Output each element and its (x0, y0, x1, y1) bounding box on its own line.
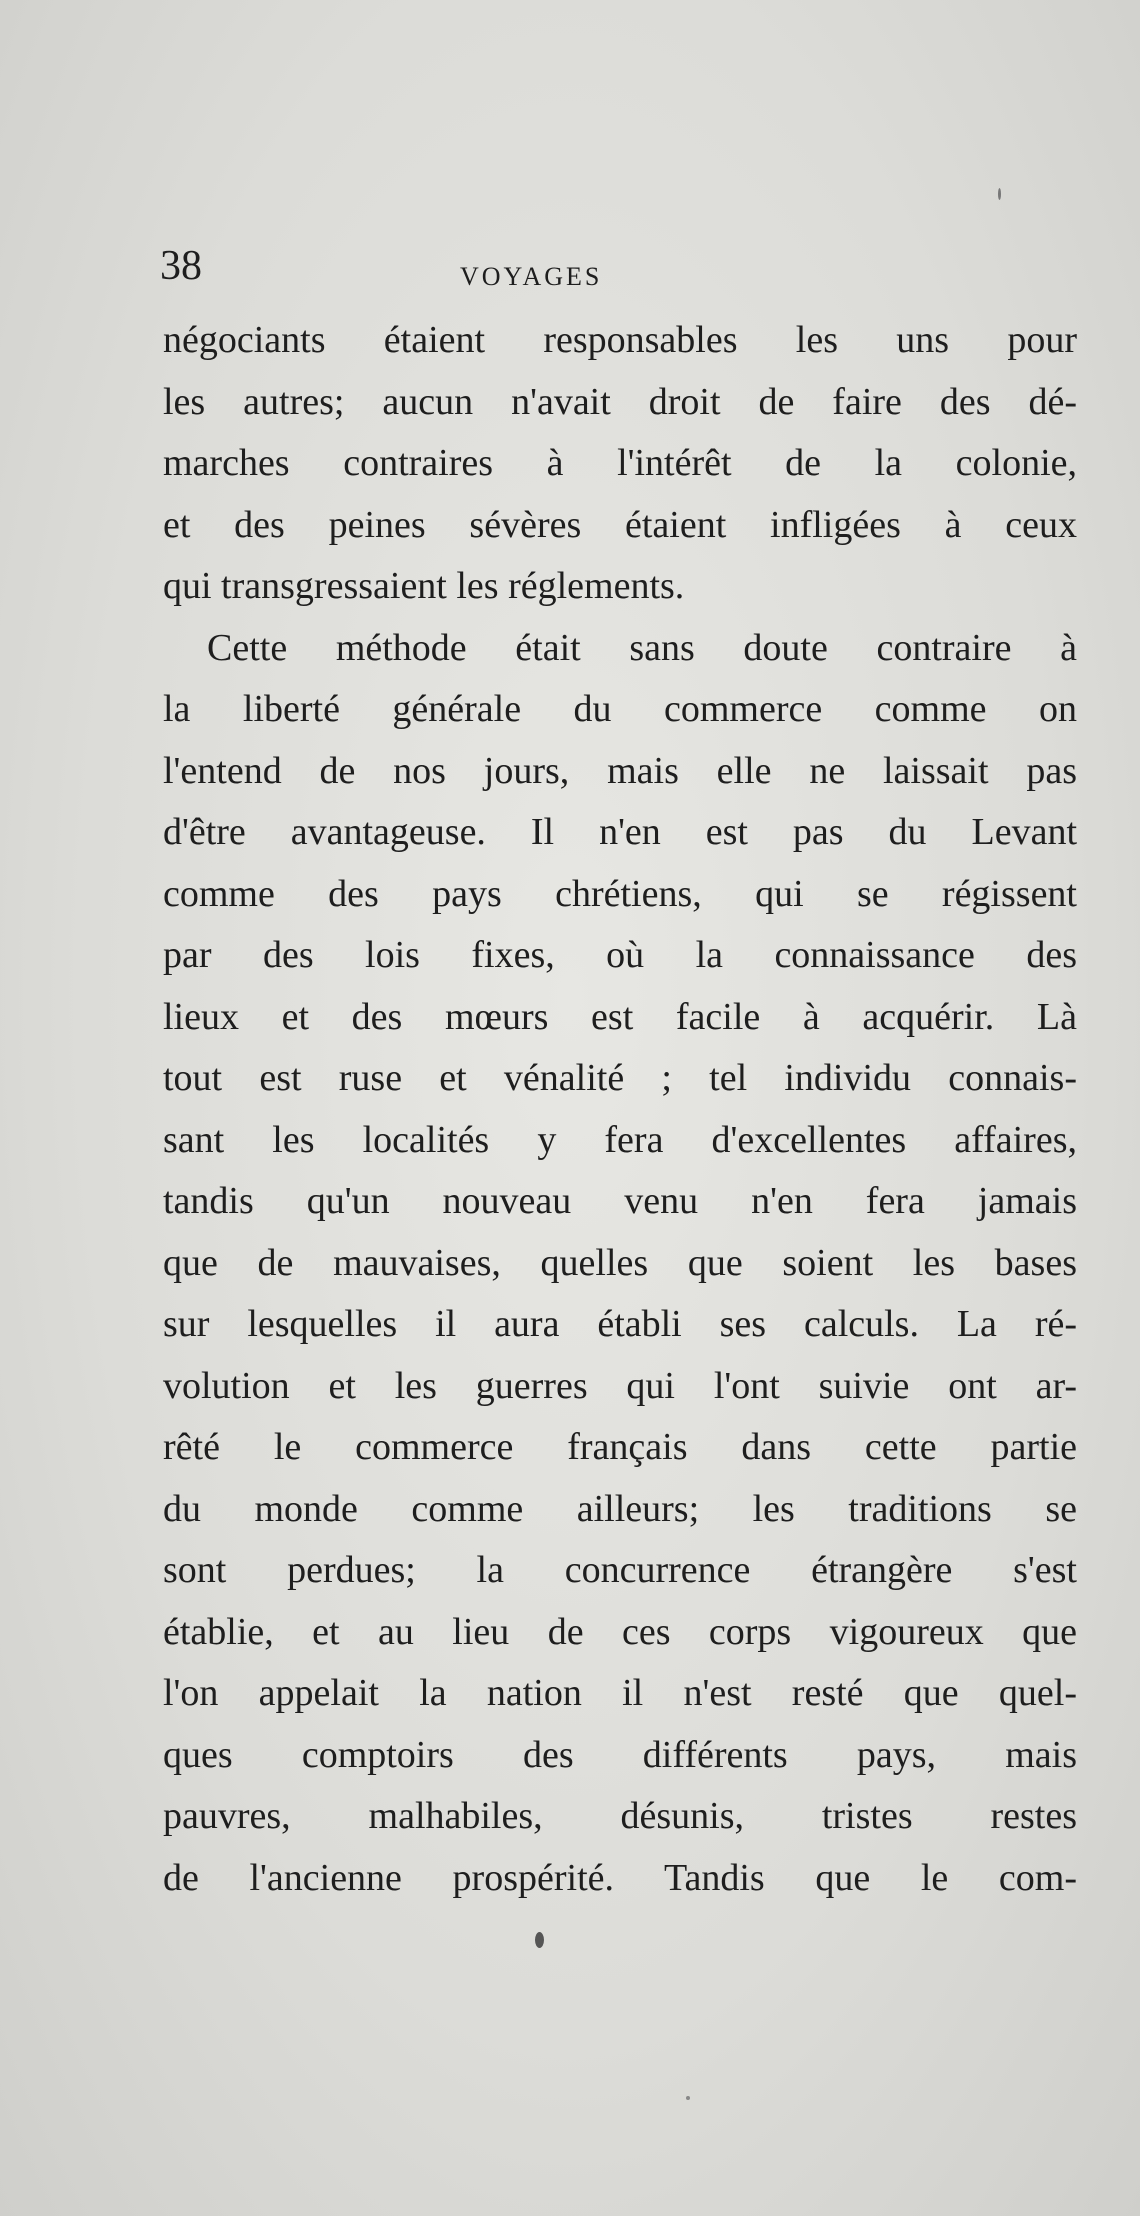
text-line: ques comptoirs des différents pays, mais (163, 1733, 1077, 1776)
text-line: tout est ruse et vénalité ; tel individu connais- (163, 1057, 1077, 1099)
text-line: l'entend de nos jours, mais elle ne laissait pas (163, 749, 1077, 792)
text-line: marches contraires à l'intérêt de la colonie, (163, 442, 1077, 484)
running-head: VOYAGES (460, 262, 603, 291)
body-text (163, 310, 1077, 1909)
text-line: comme des pays chrétiens, qui se régissent (163, 872, 1077, 915)
text-line: les autres; aucun n'avait droit de faire des dé- (163, 380, 1077, 423)
text-line: du monde comme ailleurs; les traditions se (163, 1487, 1077, 1530)
text-line: et des peines sévères étaient infligées à ceux (163, 503, 1077, 546)
ink-speck (686, 2096, 690, 2100)
text-line: d'être avantageuse. Il n'en est pas du Levant (163, 811, 1077, 853)
text-line: sur lesquelles il aura établi ses calculs. La ré- (163, 1303, 1077, 1345)
text-line: rêté le commerce français dans cette partie (163, 1426, 1077, 1468)
ink-speck (998, 188, 1001, 200)
text-line: pauvres, malhabiles, désunis, tristes restes (163, 1795, 1077, 1837)
page-header (160, 242, 1080, 302)
text-line: négociants étaient responsables les uns pour (163, 319, 1077, 361)
text-line: tandis qu'un nouveau venu n'en fera jamais (163, 1180, 1077, 1222)
ink-speck (535, 1932, 544, 1948)
text-line: volution et les guerres qui l'ont suivie ont ar- (163, 1364, 1077, 1407)
text-line: l'on appelait la nation il n'est resté que quel- (163, 1672, 1077, 1714)
text-line: Cette méthode était sans doute contraire à (207, 626, 1077, 669)
text-line: qui transgressaient les réglements. (163, 565, 685, 607)
text-line: la liberté générale du commerce comme on (163, 688, 1077, 730)
page-number: 38 (160, 243, 202, 289)
text-line: de l'ancienne prospérité. Tandis que le com- (163, 1856, 1077, 1899)
text-line: lieux et des mœurs est facile à acquérir. Là (163, 995, 1077, 1038)
text-line: sant les localités y fera d'excellentes affaires, (163, 1118, 1077, 1161)
text-line: sont perdues; la concurrence étrangère s'est (163, 1549, 1077, 1591)
text-line: établie, et au lieu de ces corps vigoureux que (163, 1610, 1077, 1653)
text-line: que de mauvaises, quelles que soient les bases (163, 1241, 1077, 1284)
text-line: par des lois fixes, où la connaissance des (163, 934, 1077, 976)
